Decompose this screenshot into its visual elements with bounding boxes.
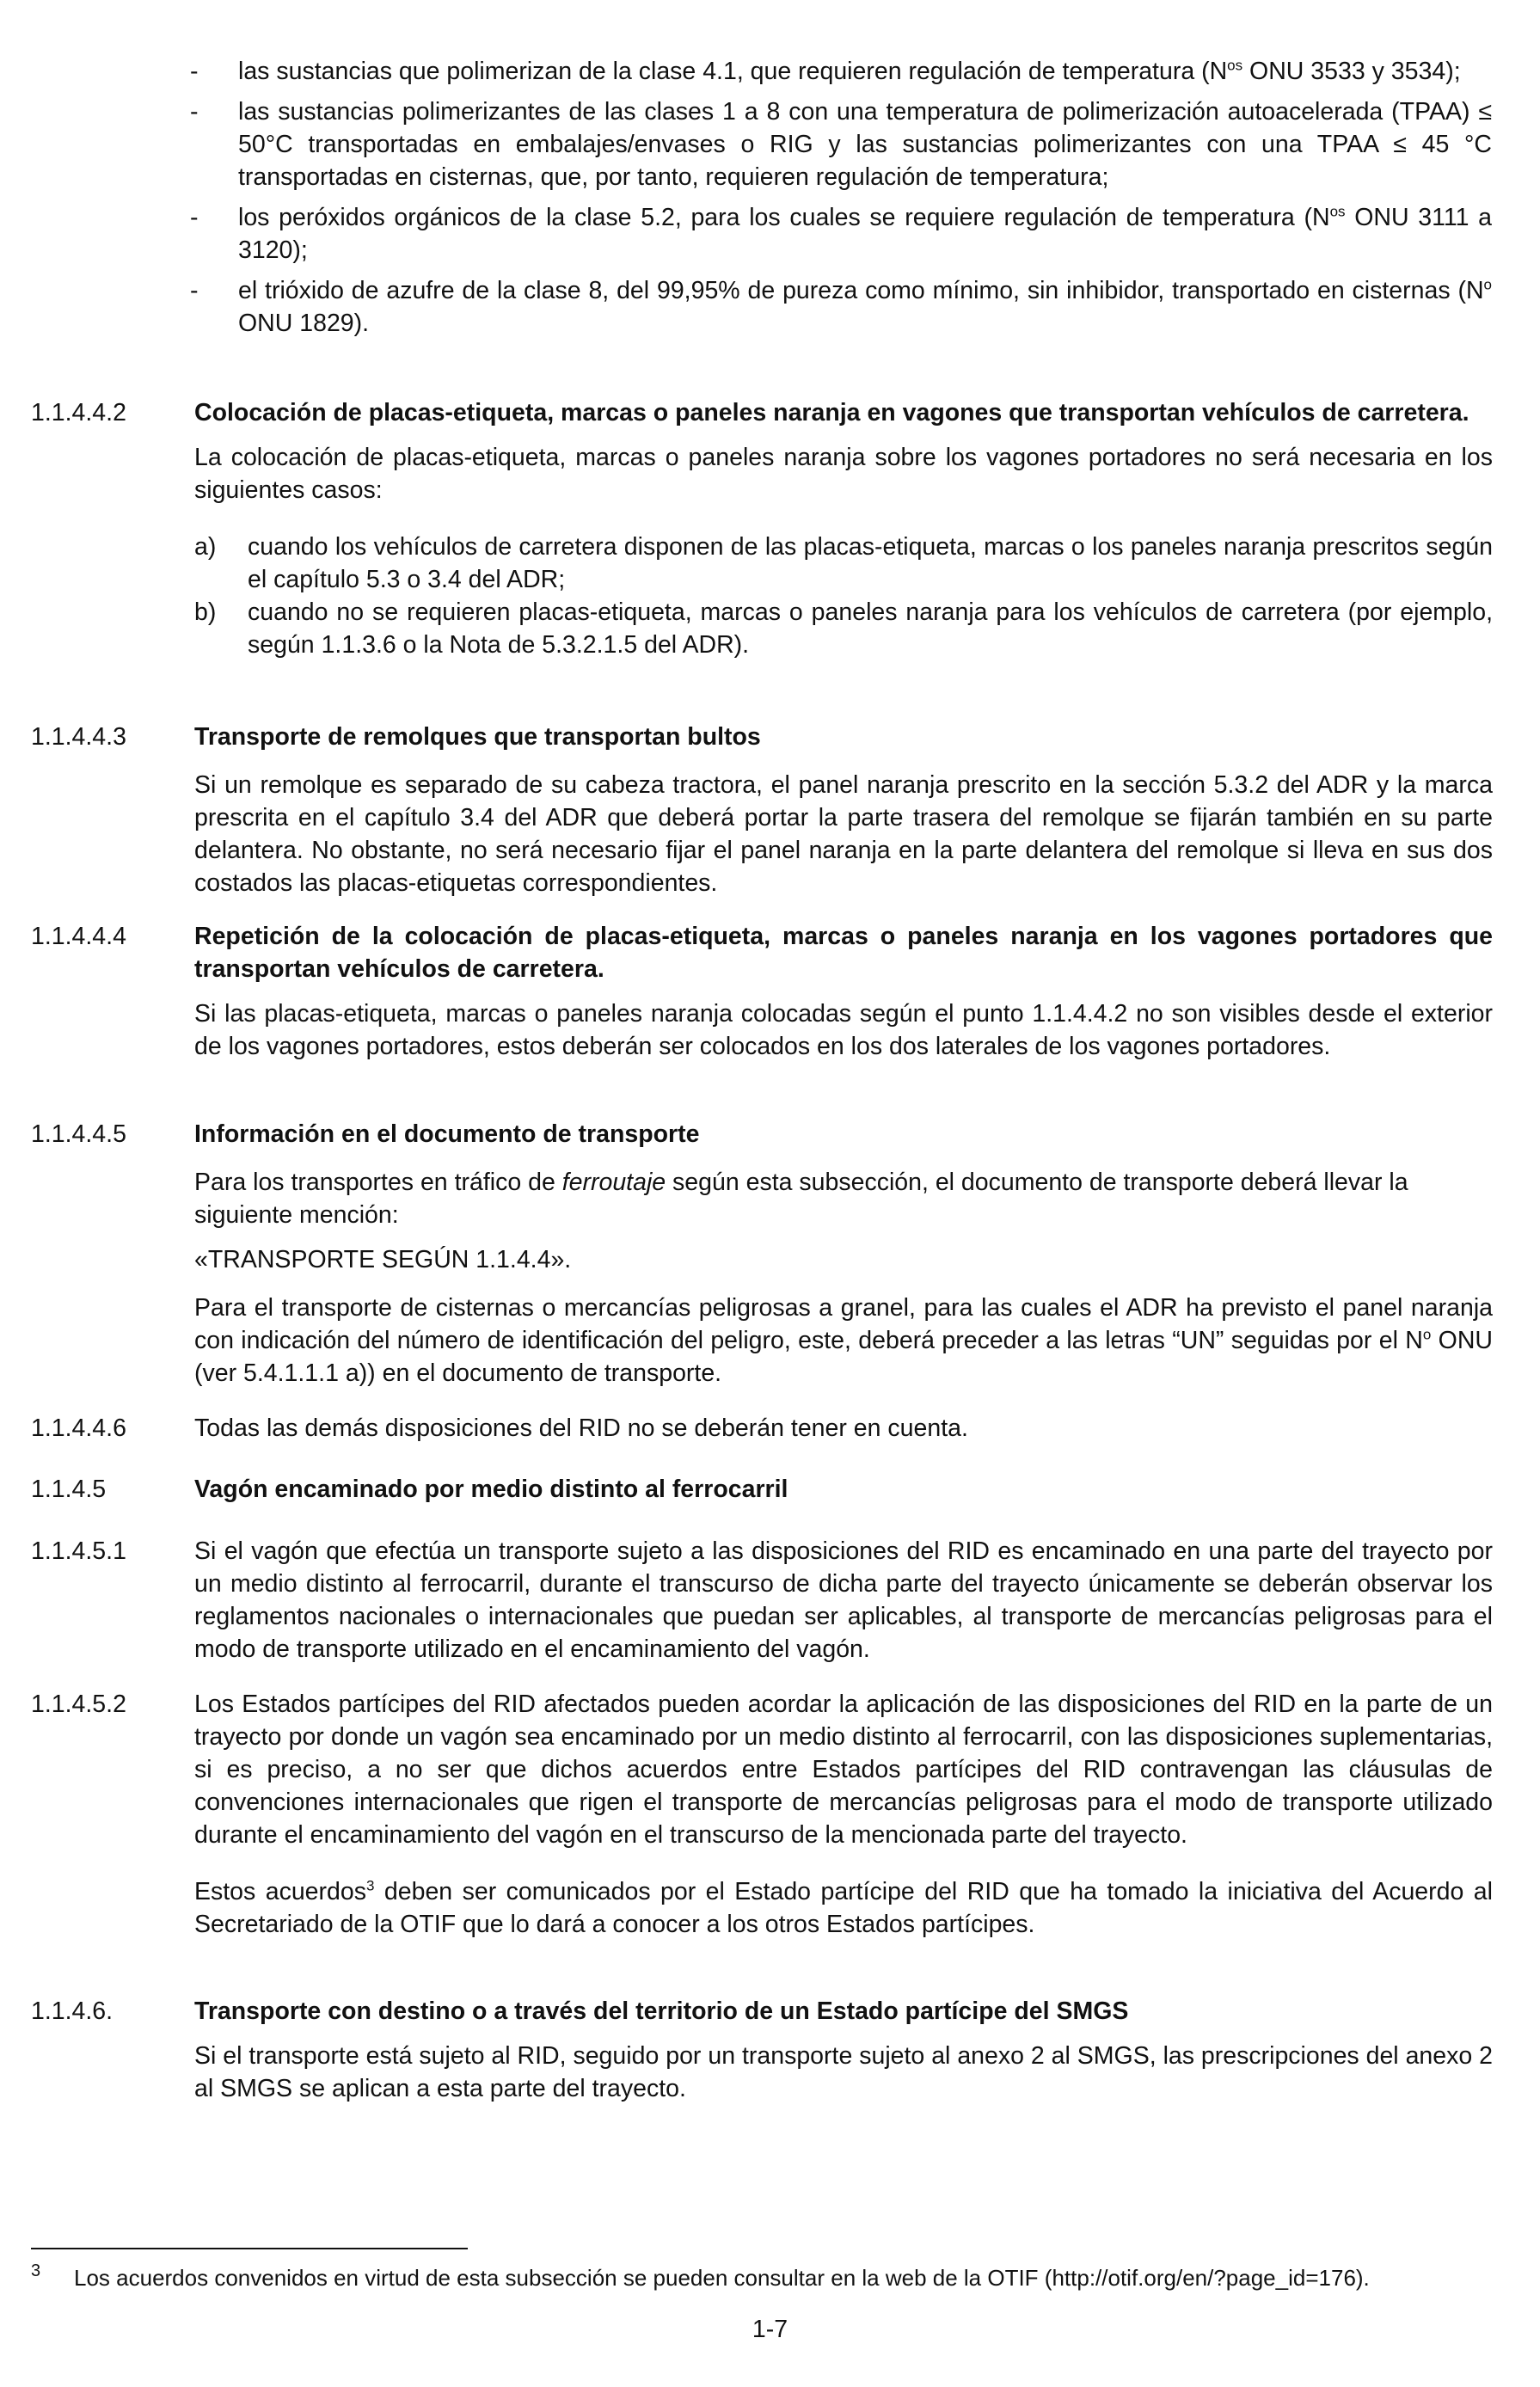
section-1-1-4-4-2 [31, 396, 1493, 661]
footnote-mark: 3 [31, 2261, 41, 2280]
footnote [31, 2261, 1493, 2294]
dash-item-1: - las sustancias que polimerizan de la clase 4.1, que requieren regulación de temperatura ($N^{os}$ ONU 3533 y 3534); [190, 57, 1461, 85]
page-number: 1-7 [752, 2316, 788, 2343]
section-heading: Colocación de placas-etiqueta, marcas o paneles naranja en vagones que transportan vehículos de carretera. [194, 399, 1469, 426]
dash-item-2: - las sustancias polimerizantes de las clases 1 a 8 con una temperatura de polimerización autoacelerada (TPAA) ≤ 50°C transportadas en embalajes/envases o RIG y las sustancias polimerizantes con una TPAA ≤ 45 °C transportadas en cisternas, que, por tanto, requieren regulación de temperatura; [190, 98, 1492, 191]
dash-list [185, 55, 1492, 347]
paragraph: Si el transporte está sujeto al RID, seguido por un transporte sujeto al anexo 2 al SMGS, las prescripciones del anexo 2 al SMGS se aplican a esta parte del trayecto. [194, 2042, 1493, 2102]
section-number: 1.1.4.5.2 [31, 1691, 126, 1718]
section-heading: Información en el documento de transporte [194, 1120, 700, 1148]
section-heading: Transporte de remolques que transportan bultos [194, 723, 761, 751]
footnote-separator [31, 2248, 468, 2249]
list-item: a) cuando los vehículos de carretera disponen de las placas-etiqueta, marcas o los paneles naranja prescritos según el capítulo 5.3 o 3.4 del ADR; [194, 533, 1493, 593]
footnote-text: Los acuerdos convenidos en virtud de esta subsección se pueden consultar en la web de la OTIF (http://otif.org/en/?page_id=176). [74, 2265, 1370, 2291]
section-number: 1.1.4.4.3 [31, 723, 126, 751]
section-heading: Vagón encaminado por medio distinto al ferrocarril [194, 1476, 788, 1503]
section-heading: Repetición de la colocación de placas-etiqueta, marcas o paneles naranja en los vagones portadores que transportan vehículos de carretera. [194, 923, 1493, 983]
section-heading: Transporte con destino o a través del territorio de un Estado partícipe del SMGS [194, 1997, 1129, 2025]
paragraph: Todas las demás disposiciones del RID no se deberán tener en cuenta. [194, 1414, 968, 1442]
section-number: 1.1.4.4.2 [31, 399, 126, 426]
paragraph: Si un remolque es separado de su cabeza tractora, el panel naranja prescrito en la sección 5.3.2 del ADR y la marca prescrita en el capítulo 3.4 del ADR que deberá portar la parte trasera del remolque se fijarán también en su parte delantera. No obstante, no será necesario fijar el panel naranja en la parte delantera del remolque si lleva en sus dos costados las placas-etiquetas correspondientes. [194, 771, 1493, 897]
section-1-1-4-5-2 [31, 1688, 1493, 1941]
section-1-1-4-5 [31, 1473, 1493, 1506]
section-number: 1.1.4.6. [31, 1997, 114, 2025]
alpha-list [194, 531, 1493, 661]
paragraph: Si las placas-etiqueta, marcas o paneles naranja colocadas según el punto 1.1.4.4.2 no son visibles desde el exterior de los vagones portadores, estos deberán ser colocados en los dos laterales de los vagones portadores. [194, 1000, 1493, 1060]
section-number: 1.1.4.4.4 [31, 923, 126, 950]
paragraph: Estos acuerdos$^3$ deben ser comunicados por el Estado partícipe del RID que ha tomado la iniciativa del Acuerdo al Secretariado de la OTIF que lo dará a conocer a los otros Estados partícipes. [194, 1877, 1493, 1938]
paragraph: Si el vagón que efectúa un transporte sujeto a las disposiciones del RID es encaminado en una parte del trayecto por un medio distinto al ferrocarril, durante el transcurso de dicha parte del trayecto únicamente se deberán observar los reglamentos nacionales o internacionales que puedan ser aplicables, al transporte de mercancías peligrosas para el modo de transporte utilizado en el encaminamiento del vagón. [194, 1537, 1493, 1663]
section-number: 1.1.4.5.1 [31, 1537, 126, 1565]
section-1-1-4-5-1 [31, 1535, 1493, 1666]
section-1-1-4-4-5 [31, 1118, 1493, 1390]
transport-mention: «TRANSPORTE SEGÚN 1.1.4.4». [194, 1246, 572, 1273]
section-1-1-4-4-3 [31, 721, 1493, 899]
section-number: 1.1.4.4.5 [31, 1120, 126, 1148]
section-number: 1.1.4.4.6 [31, 1414, 126, 1442]
dash-item-3: - los peróxidos orgánicos de la clase 5.2, para los cuales se requiere regulación de temperatura ($N^{os}$ ONU 3111 a 3120); [190, 203, 1492, 264]
section-1-1-4-4-6 [31, 1412, 1493, 1445]
section-number: 1.1.4.5 [31, 1476, 107, 1503]
paragraph: Para los transportes en tráfico de ferroutaje según esta subsección, el documento de transporte deberá llevar la siguiente mención: [194, 1169, 1408, 1229]
section-1-1-4-6 [31, 1995, 1493, 2105]
paragraph: Los Estados partícipes del RID afectados pueden acordar la aplicación de las disposiciones del RID en la parte de un trayecto por donde un vagón sea encaminado por un medio distinto al ferrocarril, con las disposiciones suplementarias, si es preciso, a no ser que dichos acuerdos entre Estados partícipes del RID contravengan las cláusulas de convenciones internacionales que rigen el transporte de mercancías peligrosas para el modo de transporte utilizado durante el encaminamiento del vagón en el transcurso de la mencionada parte del trayecto. [194, 1691, 1493, 1849]
paragraph: Para el transporte de cisternas o mercancías peligrosas a granel, para las cuales el ADR ha previsto el panel naranja con indicación del número de identificación del peligro, este, deberá preceder a las letras “UN” seguidas por el $N^o$ ONU (ver 5.4.1.1.1 a)) en el documento de transporte. [194, 1294, 1493, 1387]
dash-item-4: - el trióxido de azufre de la clase 8, del 99,95% de pureza como mínimo, sin inhibidor, transportado en cisternas ($N^o$ ONU 1829). [190, 276, 1492, 337]
paragraph: La colocación de placas-etiqueta, marcas o paneles naranja sobre los vagones portadores no será necesaria en los siguientes casos: [194, 444, 1493, 504]
footnote-reference[interactable]: 3 [365, 1877, 375, 1894]
list-item: b) cuando no se requieren placas-etiqueta, marcas o paneles naranja para los vehículos de carretera (por ejemplo, según 1.1.3.6 o la Nota de 5.3.2.1.5 del ADR). [194, 598, 1493, 659]
section-1-1-4-4-4 [31, 920, 1493, 1063]
